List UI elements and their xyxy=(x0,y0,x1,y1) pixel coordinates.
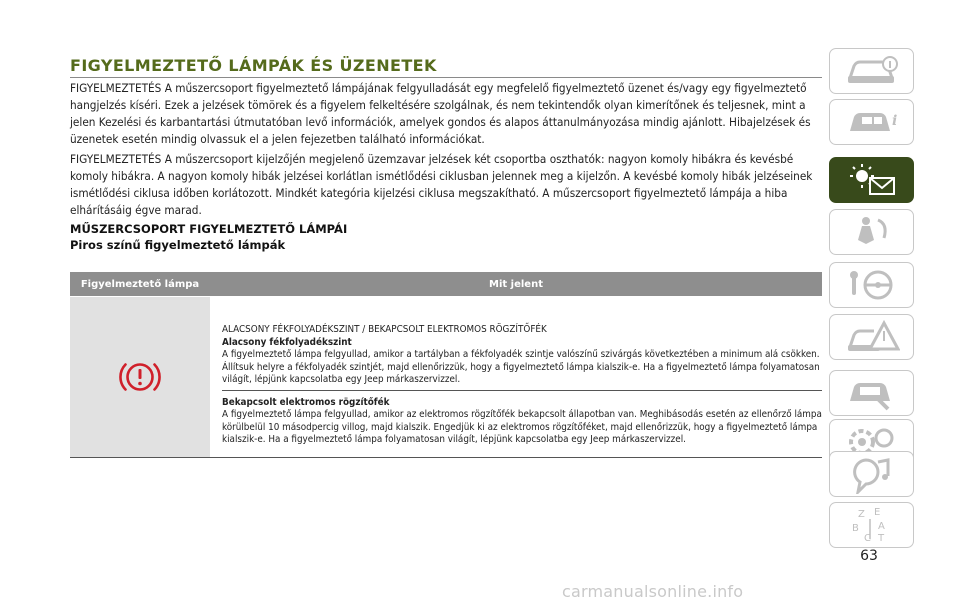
car-info-icon xyxy=(844,54,900,88)
warning-lights-icon xyxy=(842,162,902,198)
table-header xyxy=(70,272,822,296)
page-number: 63 xyxy=(860,548,878,564)
tab-car-doors[interactable] xyxy=(829,99,914,145)
index-icon xyxy=(844,505,900,545)
tab-airbag-safety[interactable] xyxy=(829,209,914,255)
maintenance-icon xyxy=(844,375,900,411)
low-brake-fluid-title: Alacsony fékfolyadékszint xyxy=(222,336,352,348)
section-title: FIGYELMEZTETŐ LÁMPÁK ÉS ÜZENETEK xyxy=(70,56,822,78)
warning-lamp-table xyxy=(70,272,822,458)
tab-car-info[interactable] xyxy=(829,48,914,94)
tab-maintenance[interactable] xyxy=(829,370,914,416)
low-brake-fluid-text: A figyelmeztető lámpa felgyullad, amikor a tartályban a fékfolyadék szintje valószínű szivárgás következtében a minimum alá csökken. Állítsuk helyre a fékfolyadék szintjét, majd ellenőrizzük, hogy a figyelmeztető lámpa kialszik-e. Ha a figyelmeztető lámpa folyamatosan világít, lépjünk kapcsolatba egy Jeep márkaszervizzel. xyxy=(222,349,820,385)
table-row xyxy=(70,296,822,458)
svg-text:Z: Z xyxy=(857,509,865,520)
airbag-safety-icon xyxy=(844,214,900,250)
meaning-cell xyxy=(210,297,822,457)
svg-text:T: T xyxy=(877,533,884,544)
fault-paragraph: FIGYELMEZTETÉS A műszercsoport kijelzőjén megjelenő üzemzavar jelzések két csoportba oszthatók: nagyon komoly hibákra és kevésbé komoly hibákra. A nagyon komoly hibák jelzései korlátlan ismétlődési ciklusban jelennek meg a kijelzőn. A kevésbé komoly hibák jelzéseinek ismétlődési ciklusa időben korlátozott. Mindkét kategória kijelzési ciklusa megszakítható. A műszercsoport figyelmeztető lámpája a hiba elhárításáig égve marad. xyxy=(70,152,813,217)
starting-driving-icon xyxy=(844,267,900,303)
brake-warning-icon xyxy=(115,356,165,398)
tab-index[interactable] xyxy=(829,502,914,548)
svg-text:B: B xyxy=(851,523,859,534)
tab-emergency[interactable] xyxy=(829,314,914,360)
parking-brake-text: A figyelmeztető lámpa felgyullad, amikor az elektromos rögzítőfék bekapcsolt állapotban van. Meghibásodás esetén az ellenőrző lámpa körülbelül 10 másodpercig villog, majd kialszik. Engedjük ki az elektromos rögzítőféket, majd ellenőrizzük, hogy a figyelmeztető lámpa kialszik-e. Ha a figyelmeztető lámpa folyamatosan világít, lépjünk kapcsolatba egy Jeep márkaszervizzel. xyxy=(222,409,822,445)
svg-text:C: C xyxy=(863,533,871,544)
column-header-meaning: Mit jelent xyxy=(489,278,543,290)
car-doors-icon xyxy=(844,105,900,139)
watermark: carmanualsonline.info xyxy=(562,582,744,601)
svg-text:A: A xyxy=(877,521,885,532)
tab-warning-lights[interactable] xyxy=(829,157,914,203)
svg-text:E: E xyxy=(873,507,880,518)
multimedia-icon xyxy=(844,454,900,494)
cluster-lamps-heading: MŰSZERCSOPORT FIGYELMEZTETŐ LÁMPÁI xyxy=(70,222,348,236)
lamp-cell xyxy=(70,297,210,457)
column-header-lamp: Figyelmeztető lámpa xyxy=(80,278,200,290)
intro-paragraph: FIGYELMEZTETÉS A műszercsoport figyelmeztető lámpájának felgyulladását egy megfelelő figyelmeztető üzenet és/vagy egy figyelmeztető hangjelzés kíséri. Ezek a jelzések tömörek és a figyelem felkeltésére szolgálnak, és nem tekintendők olyan kimerítőnek és teljesnek, mint a jelen Kezelési és karbantartási útmutatóban levő információk, amelyek gondos és alapos áttanulmányozása mindig ajánlott. Hibajelzések és üzenetek esetén mindig olvassuk el a jelen fejezetben található információkat. xyxy=(70,81,811,146)
tab-starting-driving[interactable] xyxy=(829,262,914,308)
emergency-icon xyxy=(844,319,900,355)
svg-text:i: i xyxy=(891,113,897,129)
tab-multimedia[interactable] xyxy=(829,451,914,497)
lamp-caps-title: ALACSONY FÉKFOLYADÉKSZINT / BEKAPCSOLT ELEKTROMOS RÖGZÍTŐFÉK xyxy=(222,324,547,335)
parking-brake-title: Bekapcsolt elektromos rögzítőfék xyxy=(222,396,390,408)
red-lamps-heading: Piros színű figyelmeztető lámpák xyxy=(70,238,286,252)
